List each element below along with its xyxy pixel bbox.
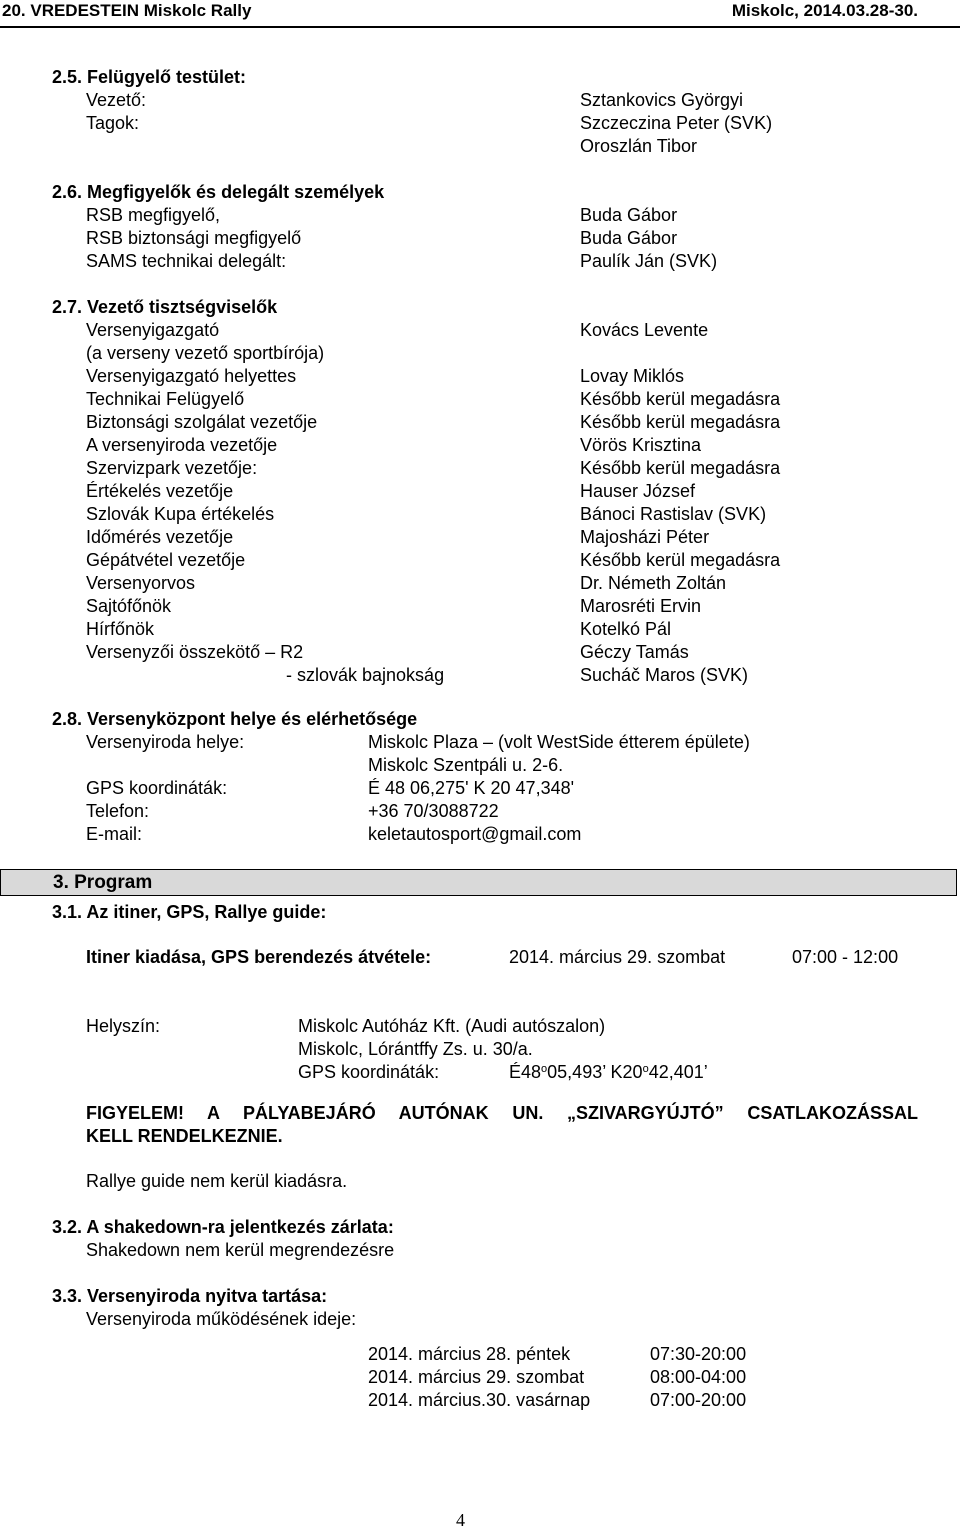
table-row: [368, 1389, 928, 1412]
row-value: Lovay Miklós: [580, 366, 685, 386]
row-value: É 48 06,275' K 20 47,348': [368, 778, 575, 798]
section-3-2-title: 3.2. A shakedown-ra jelentkezés zárlata:: [52, 1217, 394, 1237]
office-date: 2014. március.30. vasárnap: [368, 1390, 591, 1410]
table-row: [86, 823, 946, 846]
section-2-8-rows: [86, 731, 946, 846]
table-row: [86, 135, 946, 158]
location-line-2: Miskolc, Lórántffy Zs. u. 30/a.: [298, 1039, 533, 1059]
row-value: Marosréti Ervin: [580, 596, 702, 616]
table-row: [86, 457, 946, 480]
row-label: Hírfőnök: [86, 619, 155, 639]
section-3-heading-bar: [0, 869, 957, 896]
table-row: [86, 227, 946, 250]
row-value: Később kerül megadásra: [580, 412, 781, 432]
row-label: RSB biztonsági megfigyelő: [86, 228, 302, 248]
row-label: SAMS technikai delegált:: [86, 251, 287, 271]
office-hours-intro: Versenyiroda működésének ideje:: [86, 1309, 357, 1329]
row-label: Sajtófőnök: [86, 596, 172, 616]
row-value: Később kerül megadásra: [580, 458, 781, 478]
row-value: Sucháč Maros (SVK): [580, 665, 749, 685]
row-value: Dr. Németh Zoltán: [580, 573, 727, 593]
page-header: [0, 0, 960, 28]
warning-line-1: FIGYELEM! A PÁLYABEJÁRÓ AUTÓNAK UN. „SZIVARGYÚJTÓ” CSATLAKOZÁSSAL: [86, 1103, 918, 1123]
table-row: [86, 526, 946, 549]
section-2-5-rows: [86, 89, 946, 158]
gps-lat: É48: [509, 1062, 542, 1082]
row-value: Paulík Ján (SVK): [580, 251, 718, 271]
table-row: [86, 731, 946, 754]
row-label: A versenyiroda vezetője: [86, 435, 278, 455]
itiner-date: 2014. március 29. szombat: [509, 947, 726, 967]
table-row: [86, 777, 946, 800]
row-label: GPS koordináták:: [86, 778, 228, 798]
office-time: 07:30-20:00: [650, 1344, 747, 1364]
row-value: Majosházi Péter: [580, 527, 710, 547]
row-value: Később kerül megadásra: [580, 389, 781, 409]
table-row: [86, 388, 946, 411]
table-row: [86, 618, 946, 641]
row-value: Hauser József: [580, 481, 696, 501]
row-label: Időmérés vezetője: [86, 527, 234, 547]
row-label: (a verseny vezető sportbírója): [86, 343, 325, 363]
row-label: E-mail:: [86, 824, 143, 844]
table-row: [86, 411, 946, 434]
row-label: RSB megfigyelő,: [86, 205, 221, 225]
gps-label: GPS koordináták:: [298, 1062, 440, 1082]
row-value: Géczy Tamás: [580, 642, 689, 662]
table-row: [86, 319, 946, 342]
table-row: [86, 664, 946, 687]
email-link[interactable]: keletautosport@gmail.com: [368, 824, 582, 844]
table-row: [86, 572, 946, 595]
office-hours-table: [368, 1343, 928, 1412]
row-value: +36 70/3088722: [368, 801, 499, 821]
row-label: Versenyigazgató: [86, 320, 220, 340]
row-value: Szczeczina Peter (SVK): [580, 113, 773, 133]
gps-mid: 05,493’ K20: [547, 1062, 643, 1082]
row-label: Versenyzői összekötő – R2: [86, 642, 304, 662]
table-row: [86, 112, 946, 135]
itiner-label: Itiner kiadása, GPS berendezés átvétele:: [86, 947, 432, 967]
table-row: [86, 595, 946, 618]
row-label: Versenyorvos: [86, 573, 196, 593]
office-date: 2014. március 28. péntek: [368, 1344, 571, 1364]
office-time: 08:00-04:00: [650, 1367, 747, 1387]
section-3-title: 3. Program: [53, 872, 153, 893]
row-value: Miskolc Szentpáli u. 2-6.: [368, 755, 564, 775]
table-row: [86, 549, 946, 572]
row-value: Bánoci Rastislav (SVK): [580, 504, 767, 524]
row-label: Szervizpark vezetője:: [86, 458, 258, 478]
table-row: [86, 250, 946, 273]
table-row: [86, 480, 946, 503]
table-row: [86, 342, 946, 365]
degree-mark: o: [642, 1063, 649, 1075]
row-label: Technikai Felügyelő: [86, 389, 245, 409]
location-label: Helyszín:: [86, 1016, 161, 1036]
section-2-6-rows: [86, 204, 946, 273]
warning-line-2: KELL RENDELKEZNIE.: [86, 1126, 283, 1146]
gps-lon: 42,401’: [648, 1062, 708, 1082]
table-row: [86, 89, 946, 112]
row-value: Buda Gábor: [580, 205, 678, 225]
row-value: Kotelkó Pál: [580, 619, 672, 639]
table-row: [86, 754, 946, 777]
table-row: [86, 800, 946, 823]
page-number: 4: [456, 1510, 465, 1530]
section-3-1-title: 3.1. Az itiner, GPS, Rallye guide:: [52, 902, 327, 922]
table-row: [86, 204, 946, 227]
row-label: Biztonsági szolgálat vezetője: [86, 412, 318, 432]
row-value: Miskolc Plaza – (volt WestSide étterem épülete): [368, 732, 750, 752]
row-label: Telefon:: [86, 801, 150, 821]
table-row: [86, 641, 946, 664]
table-row: [368, 1343, 928, 1366]
row-label: - szlovák bajnokság: [286, 665, 445, 685]
row-value: Sztankovics Györgyi: [580, 90, 744, 110]
table-row: [368, 1366, 928, 1389]
section-3-3-title: 3.3. Versenyiroda nyitva tartása:: [52, 1286, 328, 1306]
row-label: Értékelés vezetője: [86, 481, 234, 501]
row-label: Tagok:: [86, 113, 140, 133]
itiner-time: 07:00 - 12:00: [792, 947, 899, 967]
table-row: [86, 365, 946, 388]
location-line-1: Miskolc Autóház Kft. (Audi autószalon): [298, 1016, 606, 1036]
table-row: [86, 503, 946, 526]
office-time: 07:00-20:00: [650, 1390, 747, 1410]
header-place-date: Miskolc, 2014.03.28-30.: [731, 1, 918, 20]
shakedown-note: Shakedown nem kerül megrendezésre: [86, 1240, 395, 1260]
row-value: Buda Gábor: [580, 228, 678, 248]
row-value: Később kerül megadásra: [580, 550, 781, 570]
row-label: Gépátvétel vezetője: [86, 550, 246, 570]
degree-mark: o: [541, 1063, 548, 1075]
row-value: Kovács Levente: [580, 320, 709, 340]
section-2-5-title: 2.5. Felügyelő testület:: [52, 67, 247, 87]
row-value: Oroszlán Tibor: [580, 136, 698, 156]
header-event-title: 20. VREDESTEIN Miskolc Rally: [2, 1, 252, 20]
section-2-7-rows: [86, 319, 946, 687]
guide-note: Rallye guide nem kerül kiadásra.: [86, 1171, 348, 1191]
section-2-6-title: 2.6. Megfigyelők és delegált személyek: [52, 182, 385, 202]
row-label: Vezető:: [86, 90, 147, 110]
table-row: [86, 434, 946, 457]
gps-value: [509, 1061, 708, 1083]
office-date: 2014. március 29. szombat: [368, 1367, 585, 1387]
section-2-7-title: 2.7. Vezető tisztségviselők: [52, 297, 278, 317]
section-2-8-title: 2.8. Versenyközpont helye és elérhetősége: [52, 709, 418, 729]
row-label: Versenyigazgató helyettes: [86, 366, 297, 386]
row-label: Szlovák Kupa értékelés: [86, 504, 275, 524]
row-value: Vörös Krisztina: [580, 435, 702, 455]
row-label: Versenyiroda helye:: [86, 732, 245, 752]
